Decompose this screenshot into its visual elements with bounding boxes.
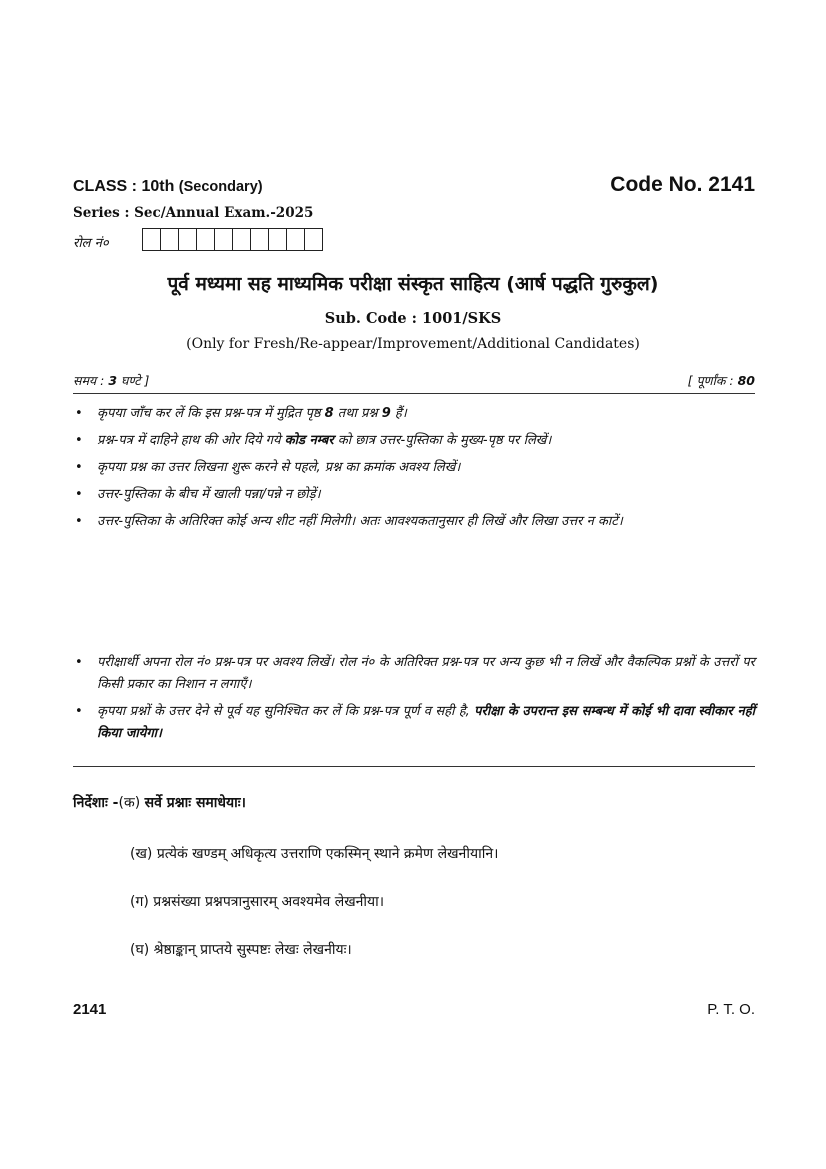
instructions-list-bottom [73, 652, 755, 750]
roll-number-box[interactable] [251, 228, 269, 251]
roll-number-box[interactable] [233, 228, 251, 251]
bullet-icon: • [75, 655, 83, 670]
roll-number-boxes[interactable] [142, 228, 323, 251]
instruction-text: उत्तर-पुस्तिका के अतिरिक्त कोई अन्य शीट नहीं मिलेगी। अतः आवश्यकतानुसार ही लिखें और लिखा उत्तर न काटें। [97, 514, 623, 529]
direction-item: (ख) प्रत्येकं खण्डम् अधिकृत्य उत्तराणि एकस्मिन् स्थाने क्रमेण लेखनीयानि। [130, 846, 499, 862]
code-number-emphasis: कोड नम्बर [284, 433, 334, 448]
direction-marker: (क) [118, 795, 141, 811]
roll-number-box[interactable] [197, 228, 215, 251]
instruction-emphasis: परीक्षा के उपरान्त इस सम्बन्ध में कोई भी दावा स्वीकार नहीं किया जायेगा। [97, 704, 756, 741]
instruction-text: हैं। [390, 406, 407, 421]
page-count: 8 [324, 406, 334, 421]
bullet-icon: • [75, 487, 83, 502]
bullet-icon: • [75, 406, 83, 421]
class-label [73, 178, 263, 196]
roll-number-box[interactable] [215, 228, 233, 251]
roll-number-box[interactable] [161, 228, 179, 251]
footer-code: 2141 [73, 1001, 107, 1018]
roll-number-label: रोल नं० [73, 236, 109, 251]
instruction-item [73, 430, 755, 452]
bullet-icon: • [75, 514, 83, 529]
instructions-list [73, 403, 755, 538]
roll-number-box[interactable] [269, 228, 287, 251]
direction-item: (घ) श्रेष्ठाङ्कान् प्राप्तये सुस्पष्टः लेखः लेखनीयः। [130, 942, 352, 958]
instruction-text: कृपया प्रश्न का उत्तर लिखना शुरू करने से पहले, प्रश्न का क्रमांक अवश्य लिखें। [97, 460, 461, 475]
roll-number-box[interactable] [179, 228, 197, 251]
instruction-text: को छात्र उत्तर-पुस्तिका के मुख्य-पृष्ठ पर लिखें। [333, 433, 552, 448]
subject-code: Sub. Code : 1001/SKS [324, 310, 502, 327]
direction-item: (ग) प्रश्नसंख्या प्रश्नपत्रानुसारम् अवश्यमेव लेखनीया। [130, 894, 385, 910]
bullet-icon: • [75, 460, 83, 475]
class-text: CLASS : 10th [73, 178, 175, 195]
class-sub-text: (Secondary) [178, 179, 263, 195]
directions-label: निर्देशाः - [73, 795, 119, 811]
instruction-item [73, 511, 755, 533]
instruction-item [73, 457, 755, 479]
bullet-icon: • [75, 433, 83, 448]
time-allowed [73, 372, 149, 389]
time-suffix: घण्टे ] [121, 373, 150, 388]
instruction-text: प्रश्न-पत्र में दाहिने हाथ की ओर दिये गये [97, 433, 285, 448]
instruction-text: परीक्षार्थी अपना रोल नं० प्रश्न-पत्र पर अवश्य लिखें। रोल नं० के अतिरिक्त प्रश्न-पत्र पर अन्य कुछ भी न लिखें और वैकल्पिक प्रश्नों के उत्तरों पर किसी प्रकार का निशान न लगाएँ। [97, 655, 755, 692]
instruction-item [73, 403, 755, 425]
marks-value: 80 [737, 373, 755, 388]
divider-top [73, 393, 755, 394]
instruction-text: कृपया प्रश्नों के उत्तर देने से पूर्व यह सुनिश्चित कर लें कि प्रश्न-पत्र पूर्ण व सही है, [97, 704, 475, 719]
candidate-note: (Only for Fresh/Re-appear/Improvement/Additional Candidates) [186, 336, 640, 352]
instruction-item [73, 652, 755, 696]
time-value: 3 [108, 373, 118, 388]
instruction-text: तथा प्रश्न [333, 406, 382, 421]
question-count: 9 [381, 406, 391, 421]
divider-bottom [73, 766, 755, 767]
roll-number-box[interactable] [143, 228, 161, 251]
instruction-text: उत्तर-पुस्तिका के बीच में खाली पन्ना/पन्ने न छोड़ें। [97, 487, 321, 502]
maximum-marks [688, 372, 755, 389]
direction-k-text: सर्वे प्रश्नाः समाधेयाः। [144, 795, 246, 811]
directions-heading [73, 793, 246, 812]
code-number: Code No. 2141 [610, 173, 755, 196]
instruction-item [73, 484, 755, 506]
series-label: Series : Sec/Annual Exam.-2025 [73, 205, 314, 221]
instruction-text: कृपया जाँच कर लें कि इस प्रश्न-पत्र में मुद्रित पृष्ठ [97, 406, 325, 421]
exam-title: पूर्व मध्यमा सह माध्यमिक परीक्षा संस्कृत साहित्य (आर्ष पद्धति गुरुकुल) [167, 273, 659, 295]
please-turn-over: P. T. O. [707, 1001, 755, 1018]
roll-number-box[interactable] [287, 228, 305, 251]
time-prefix: समय : [73, 373, 105, 388]
instruction-item [73, 701, 755, 745]
roll-number-box[interactable] [305, 228, 323, 251]
marks-prefix: [ पूर्णांक : [687, 373, 734, 388]
bullet-icon: • [75, 704, 83, 719]
